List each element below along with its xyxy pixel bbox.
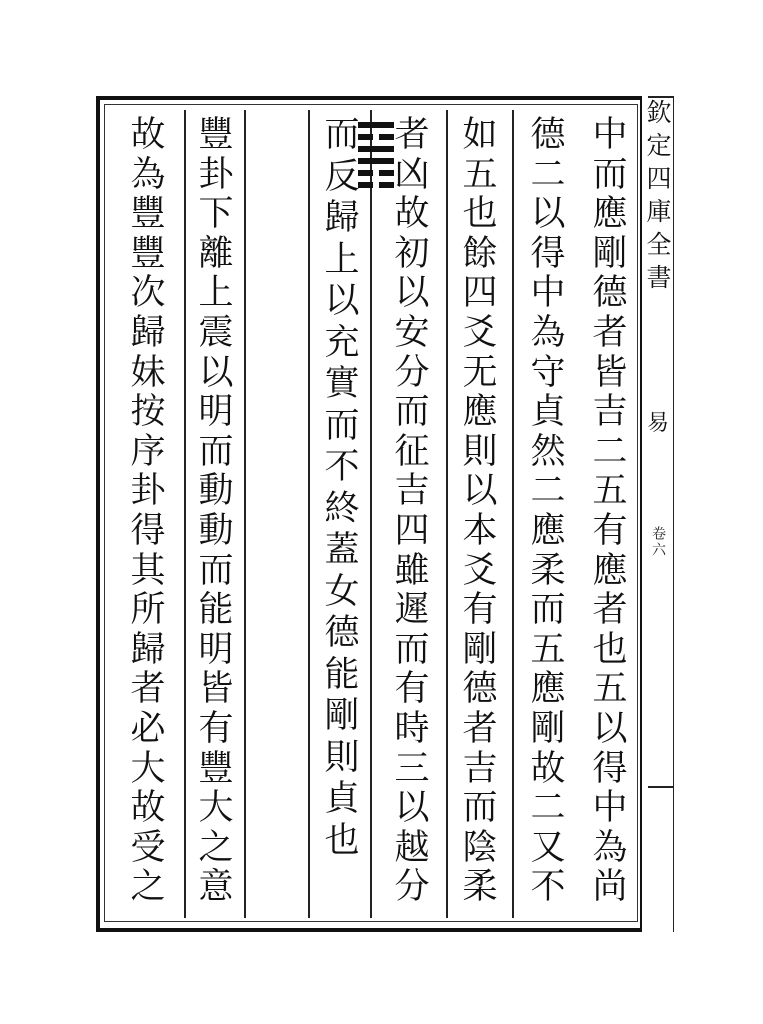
text-char: 明: [198, 629, 234, 670]
text-char: 能: [198, 590, 234, 631]
hexagram-line-segment: [358, 146, 394, 152]
text-column-6: [196, 115, 236, 910]
text-char: 豐: [198, 748, 234, 789]
margin-title-char: 書: [646, 263, 672, 292]
text-char: 震: [198, 312, 234, 353]
text-char: 餘: [462, 233, 498, 274]
text-char: 次: [130, 273, 166, 314]
text-char: 得: [130, 510, 166, 551]
text-char: 剛: [324, 696, 360, 736]
text-char: 分: [394, 867, 430, 908]
text-char: 不: [324, 447, 360, 487]
margin-title-char: 定: [646, 131, 672, 160]
margin-title-char: 全: [646, 230, 672, 259]
text-char: 尚: [592, 867, 628, 908]
text-char: 卦: [130, 471, 166, 512]
text-char: 德: [462, 669, 498, 710]
text-char: 故: [130, 115, 166, 155]
text-column-2: [528, 115, 568, 910]
text-char: 卦: [198, 154, 234, 195]
text-char: 德: [324, 613, 360, 653]
text-char: 德: [592, 273, 628, 314]
text-char: 以: [394, 273, 430, 314]
text-char: 德: [530, 115, 566, 155]
text-char: 動: [198, 510, 234, 551]
text-char: 以: [530, 194, 566, 235]
text-char: 女: [324, 571, 360, 612]
text-char: 下: [198, 194, 234, 235]
text-char: 中: [592, 788, 628, 829]
text-char: 五: [462, 154, 498, 195]
text-char: 充: [324, 322, 360, 363]
text-char: 安: [394, 312, 430, 353]
text-char: 也: [462, 194, 498, 235]
text-char: 如: [462, 115, 498, 155]
text-char: 歸: [130, 312, 166, 353]
column-rule: [446, 110, 448, 918]
text-char: 貞: [530, 392, 566, 433]
margin-bottom-tick: [648, 786, 674, 788]
margin-volume-label: 卷六: [650, 526, 666, 558]
text-char: 二: [530, 154, 566, 195]
hexagram-line-segment: [358, 122, 394, 128]
text-char: 豐: [130, 233, 166, 274]
margin-section-mark: 易: [646, 411, 669, 436]
text-char: 吉: [592, 392, 628, 433]
text-column-4: [392, 115, 432, 910]
text-char: 剛: [592, 233, 628, 274]
text-char: 意: [198, 867, 234, 908]
text-char: 剛: [462, 629, 498, 670]
column-rule: [370, 110, 372, 918]
text-char: 者: [130, 669, 166, 710]
text-char: 有: [592, 510, 628, 551]
text-char: 柔: [530, 550, 566, 591]
column-rule: [308, 110, 310, 918]
column-rule: [244, 110, 246, 918]
margin-book-title: [644, 100, 674, 298]
text-char: 故: [394, 194, 430, 235]
hexagram-line-broken: [358, 134, 394, 140]
text-char: 凶: [394, 154, 430, 195]
text-char: 而: [198, 431, 234, 472]
text-char: 按: [130, 392, 166, 433]
margin-top-tick: [648, 96, 674, 98]
text-column-7: [128, 115, 168, 910]
text-char: 而: [592, 154, 628, 195]
page-margin-strip: [644, 96, 674, 932]
text-char: 大: [130, 748, 166, 789]
text-char: 四: [394, 510, 430, 551]
text-char: 則: [324, 737, 360, 778]
text-char: 而: [198, 550, 234, 591]
text-char: 越: [394, 827, 430, 868]
text-char: 爻: [462, 312, 498, 353]
text-column-5: [322, 115, 362, 910]
text-char: 而: [324, 115, 360, 155]
column-rule: [512, 110, 514, 918]
text-char: 實: [324, 364, 360, 404]
text-char: 以: [592, 708, 628, 749]
text-char: 動: [198, 471, 234, 512]
text-column-1: [590, 115, 630, 910]
margin-title-char: 庫: [646, 197, 672, 226]
text-char: 豐: [130, 194, 166, 235]
text-char: 雖: [394, 550, 430, 591]
text-char: 不: [530, 867, 566, 908]
text-char: 者: [592, 590, 628, 631]
text-char: 二: [530, 788, 566, 829]
text-char: 者: [462, 708, 498, 749]
text-char: 其: [130, 550, 166, 591]
text-page-frame: [96, 96, 642, 932]
text-char: 柔: [462, 867, 498, 908]
text-char: 必: [130, 708, 166, 749]
text-char: 二: [530, 471, 566, 512]
text-char: 者: [592, 312, 628, 353]
text-char: 上: [324, 239, 360, 280]
text-char: 陰: [462, 827, 498, 868]
text-char: 皆: [198, 669, 234, 710]
text-char: 為: [130, 154, 166, 195]
column-rule: [184, 110, 186, 918]
text-char: 分: [394, 352, 430, 393]
hexagram-line-solid: [358, 158, 394, 164]
text-char: 序: [130, 431, 166, 472]
text-char: 吉: [462, 748, 498, 789]
text-char: 則: [462, 431, 498, 472]
hexagram-line-solid: [358, 146, 394, 152]
text-column-3: [460, 115, 500, 910]
text-char: 得: [592, 748, 628, 789]
text-char: 初: [394, 233, 430, 274]
text-char: 吉: [394, 471, 430, 512]
text-char: 也: [592, 629, 628, 670]
text-char: 而: [394, 629, 430, 670]
text-char: 之: [130, 867, 166, 908]
text-char: 上: [198, 273, 234, 314]
text-char: 本: [462, 510, 498, 551]
hexagram-line-segment: [358, 158, 394, 164]
text-char: 應: [592, 550, 628, 591]
text-char: 而: [530, 590, 566, 631]
text-char: 而: [462, 788, 498, 829]
text-char: 所: [130, 590, 166, 631]
text-char: 以: [198, 352, 234, 393]
text-char: 二: [592, 431, 628, 472]
text-char: 反: [324, 156, 360, 197]
text-char: 以: [324, 281, 360, 321]
text-char: 有: [394, 669, 430, 710]
text-char: 妹: [130, 352, 166, 393]
hexagram-line-solid: [358, 122, 394, 128]
text-char: 得: [530, 233, 566, 274]
hexagram-line-broken: [358, 182, 394, 188]
text-char: 豐: [198, 115, 234, 155]
text-char: 也: [324, 820, 360, 861]
text-char: 歸: [130, 629, 166, 670]
text-char: 以: [462, 471, 498, 512]
text-char: 故: [130, 788, 166, 829]
text-char: 貞: [324, 779, 360, 819]
text-char: 明: [198, 392, 234, 433]
text-char: 然: [530, 431, 566, 472]
text-char: 為: [592, 827, 628, 868]
feng-hexagram-symbol: [358, 122, 394, 188]
text-char: 征: [394, 431, 430, 472]
text-char: 遲: [394, 590, 430, 631]
text-char: 皆: [592, 352, 628, 393]
text-char: 剛: [530, 708, 566, 749]
text-char: 五: [592, 669, 628, 710]
text-char: 而: [324, 405, 360, 446]
text-char: 又: [530, 827, 566, 868]
text-char: 為: [530, 312, 566, 353]
text-char: 而: [394, 392, 430, 433]
text-char: 應: [592, 194, 628, 235]
text-char: 離: [198, 233, 234, 274]
text-char: 應: [462, 392, 498, 433]
text-char: 大: [198, 788, 234, 829]
margin-title-char: 欽: [646, 98, 672, 127]
text-char: 四: [462, 273, 498, 314]
text-char: 時: [394, 708, 430, 749]
text-char: 以: [394, 788, 430, 829]
text-char: 者: [394, 115, 430, 155]
text-char: 應: [530, 510, 566, 551]
text-char: 故: [530, 748, 566, 789]
text-char: 中: [530, 273, 566, 314]
text-char: 无: [462, 352, 498, 393]
text-char: 歸: [324, 198, 360, 238]
text-char: 五: [530, 629, 566, 670]
text-char: 中: [592, 115, 628, 155]
text-char: 有: [198, 708, 234, 749]
text-char: 之: [198, 827, 234, 868]
text-char: 五: [592, 471, 628, 512]
text-char: 蓋: [324, 530, 360, 570]
text-char: 三: [394, 748, 430, 789]
text-char: 應: [530, 669, 566, 710]
margin-title-char: 四: [646, 164, 672, 193]
text-char: 有: [462, 590, 498, 631]
text-char: 爻: [462, 550, 498, 591]
hexagram-line-broken: [358, 170, 394, 176]
text-char: 能: [324, 654, 360, 695]
text-char: 受: [130, 827, 166, 868]
text-char: 終: [324, 488, 360, 529]
text-char: 守: [530, 352, 566, 393]
